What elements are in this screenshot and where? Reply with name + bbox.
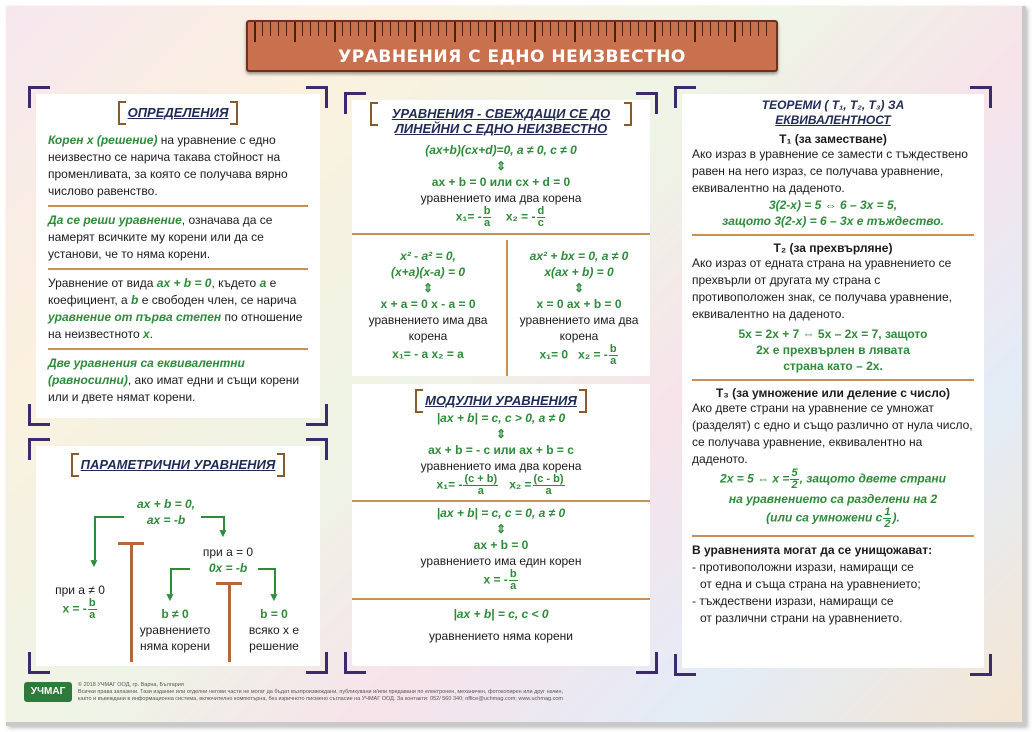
theorem-2-title: T₂ (за прехвърляне) xyxy=(773,241,893,255)
param-eq2: ax = -b xyxy=(146,513,186,527)
definition-solve: Да се реши уравнение, означава да се намерят всичките му корени или да се установи, че то няма корени. xyxy=(48,213,273,261)
modular-case1: |ax + b| = c, c > 0, a ≠ 0 xyxy=(436,411,566,425)
parametric-panel: ПАРАМЕТРИЧНИ УРАВНЕНИЯ ax + b = 0, ax = -b ▼ ▼ при a ≠ 0 x = - $\frac{b}{a}$ при a = 0 0x = -b ▼ ▼ b ≠ 0 уравнението няма корени b = 0 всяко x е решение xyxy=(36,446,320,666)
theorem-3-example-3: (или са умножени с $\frac{1}{2}$ ). xyxy=(766,506,900,530)
modular-case1-eqs: ax + b = - c или ax + b = c xyxy=(428,443,574,457)
destroy-item-1a: - противоположни изрази, намиращи се xyxy=(692,560,914,574)
param-left-cond: при a ≠ 0 xyxy=(55,583,105,597)
theorem-1-example-2: защото 3(2-x) = 6 – 3x е тъждество. xyxy=(722,214,944,228)
theorem-3-text: Ако двете страни на уравнение се умножат (разделят) с едно и също различно от нула число, се получава уравнение, еквивалентно на даденото. xyxy=(692,401,973,466)
modular-case2-text: уравнението има един корен xyxy=(420,554,582,568)
definitions-heading: ОПРЕДЕЛЕНИЯ xyxy=(120,105,237,120)
destroy-item-1b: от една и съща страна на уравнението; xyxy=(700,577,921,591)
param-mid-cond: при a = 0 xyxy=(202,545,254,559)
definition-equivalent: Две уравнения са еквивалентни (равносилни), ако имат едни и същи корени или и двете нямат корени. xyxy=(48,356,300,404)
theorem-1-title: T₁ (за заместване) xyxy=(779,132,887,146)
modular-heading: МОДУЛНИ УРАВНЕНИЯ xyxy=(417,393,585,408)
definition-root: Корен x (решение) на уравнение с едно неизвестно се нарича такава стойност на променливата, за която се получава вярно числово равенство. xyxy=(48,133,288,198)
footer-copyright: © 2018 УЧМАГ ООД, гр. Варна, България Всички права запазени. Тази издание или отделни негови части не могат да бъдат възпроизвеждани, публикувани и/или предавани по електронен, механичен, фотокопирен или друг начин, както и въвеждани в информационна система, включително компютърна, без изричното писмено съгласие на УЧМАГ ООД. За контакти: 052/ 560 340; office@uchmag.com; www.uchmag.com xyxy=(78,682,564,702)
modular-panel: МОДУЛНИ УРАВНЕНИЯ |ax + b| = c, c > 0, a ≠ 0 ⇕ ax + b = - c или ax + b = c уравнението има два корена x₁= - $\frac{(c + b)}{a}$ x₂ = $\frac{(c - b)}{a}$ |ax + b| = c, c = 0, a ≠ 0 ⇕ ax + b = 0 уравнението има един корен x = - $\frac{b}{a}$ |ax + b| = c, c < 0 уравнението няма корени xyxy=(352,384,650,666)
poster xyxy=(6,6,1026,726)
param-left-solution: x = - $\frac{b}{a}$ xyxy=(62,597,96,621)
linear-two-roots: уравнението има два корена xyxy=(420,191,582,205)
param-mid-eq: 0x = -b xyxy=(208,561,248,575)
param-eq1: ax + b = 0, xyxy=(136,497,196,511)
definitions-panel xyxy=(36,94,320,418)
modular-case2-eq: ax + b = 0 xyxy=(473,538,529,552)
modular-case3-text: уравнението няма корени xyxy=(429,629,573,643)
page-title: УРАВНЕНИЯ С ЕДНО НЕИЗВЕСТНО xyxy=(338,47,686,67)
param-no-roots: уравнението няма корени xyxy=(139,623,211,653)
theorems-heading: ТЕОРЕМИ ( T₁, T₂, T₃) ЗА ЕКВИВАЛЕНТНОСТ xyxy=(761,98,905,127)
linear-panel: УРАВНЕНИЯ - СВЕЖДАЩИ СЕ ДО ЛИНЕЙНИ С ЕДНО НЕИЗВЕСТНО (ax+b)(cx+d)=0, a ≠ 0, c ≠ 0 ⇕ ax + b = 0 или cx + d = 0 уравнението има два корена x₁= - $\frac{b}{a}$ x₂ = - $\frac{d}{c}$ x² - a² = 0, (x+a)(x-a) = 0 ⇕ x + a = 0 x - a = 0 уравнението има два корена x₁= - a x₂ = a ax² + bx = 0, a ≠ 0 x(ax + b) = 0 ⇕ x = 0 ax + b = 0 уравнението има два корена x₁= 0 x₂ = - $\frac{b}{a}$ xyxy=(352,100,650,376)
param-b-eq-0: b = 0 xyxy=(260,607,288,621)
destroy-heading: В уравненията могат да се унищожават: xyxy=(692,543,933,557)
theorem-3-example-2: на уравнението са разделени на 2 xyxy=(728,492,938,506)
theorems-panel xyxy=(682,94,984,668)
theorem-1-example-1: 3(2-x) = 5 ⇔ 6 – 3x = 5, xyxy=(768,198,898,212)
theorem-2-example-3: страна като – 2x. xyxy=(783,359,883,373)
param-every-x: всяко x е решение xyxy=(248,623,300,653)
title-ruler xyxy=(246,20,778,72)
theorem-1-text: Ако израз в уравнение се замести с тъждествено равен на него израз, се получава уравнение, еквивалентно на даденото. xyxy=(692,147,968,195)
modular-case1-roots: x₁= - $\frac{(c + b)}{a}$ x₂ = $\frac{(c - b)}{a}$ xyxy=(436,473,564,497)
param-b-ne-0: b ≠ 0 xyxy=(161,607,189,621)
linear-roots: x₁= - $\frac{b}{a}$ x₂ = - $\frac{d}{c}$ xyxy=(455,205,545,229)
modular-case1-text: уравнението има два корена xyxy=(420,459,582,473)
destroy-item-2a: - тъждествени изрази, намиращи се xyxy=(692,594,894,608)
destroy-item-2b: от различни страни на уравнението. xyxy=(700,611,903,625)
modular-case2-root: x = - $\frac{b}{a}$ xyxy=(483,568,517,592)
ruler-major-ticks xyxy=(254,22,770,42)
publisher-logo: УЧМАГ xyxy=(24,682,72,702)
modular-case3: |ax + b| = c, c < 0 xyxy=(453,607,549,621)
linear-eq-or: ax + b = 0 или cx + d = 0 xyxy=(431,175,571,189)
linear-right-case: ax² + bx = 0, a ≠ 0 x(ax + b) = 0 ⇕ x = 0 ax + b = 0 уравнението има два корена x₁= 0 x₂ = - $\frac{b}{a}$ xyxy=(519,249,639,367)
linear-heading: УРАВНЕНИЯ - СВЕЖДАЩИ СЕ ДО ЛИНЕЙНИ С ЕДНО НЕИЗВЕСТНО xyxy=(372,106,630,136)
linear-left-case: x² - a² = 0, (x+a)(x-a) = 0 ⇕ x + a = 0 x - a = 0 уравнението има два корена x₁= - a x₂ = a xyxy=(368,249,488,361)
theorem-2-text: Ако израз от едната страна на уравнението се прехвърли от другата му страна с противоположен знак, се получава уравнение, еквивалентно на даденото. xyxy=(692,256,952,321)
linear-eq-top: (ax+b)(cx+d)=0, a ≠ 0, c ≠ 0 xyxy=(425,143,577,157)
theorem-3-title: T₃ (за умножение или деление с число) xyxy=(715,386,951,400)
parametric-heading: ПАРАМЕТРИЧНИ УРАВНЕНИЯ xyxy=(73,457,284,472)
theorem-2-example-2: 2x е прехвърлен в лявата xyxy=(756,343,910,357)
definition-linear: Уравнение от вида ax + b = 0, където a е коефициент, а b е свободен член, се нарича уравнение от първа степен по отношение на неизвестното x. xyxy=(48,276,303,341)
modular-case2: |ax + b| = c, c = 0, a ≠ 0 xyxy=(436,506,566,520)
theorem-2-example-1: 5x = 2x + 7 ⇔ 5x – 2x = 7, защото xyxy=(738,327,928,341)
theorem-3-example-1: 2x = 5 ⇔ x = $\frac{5}{2}$ , защото двете страни xyxy=(720,467,946,491)
